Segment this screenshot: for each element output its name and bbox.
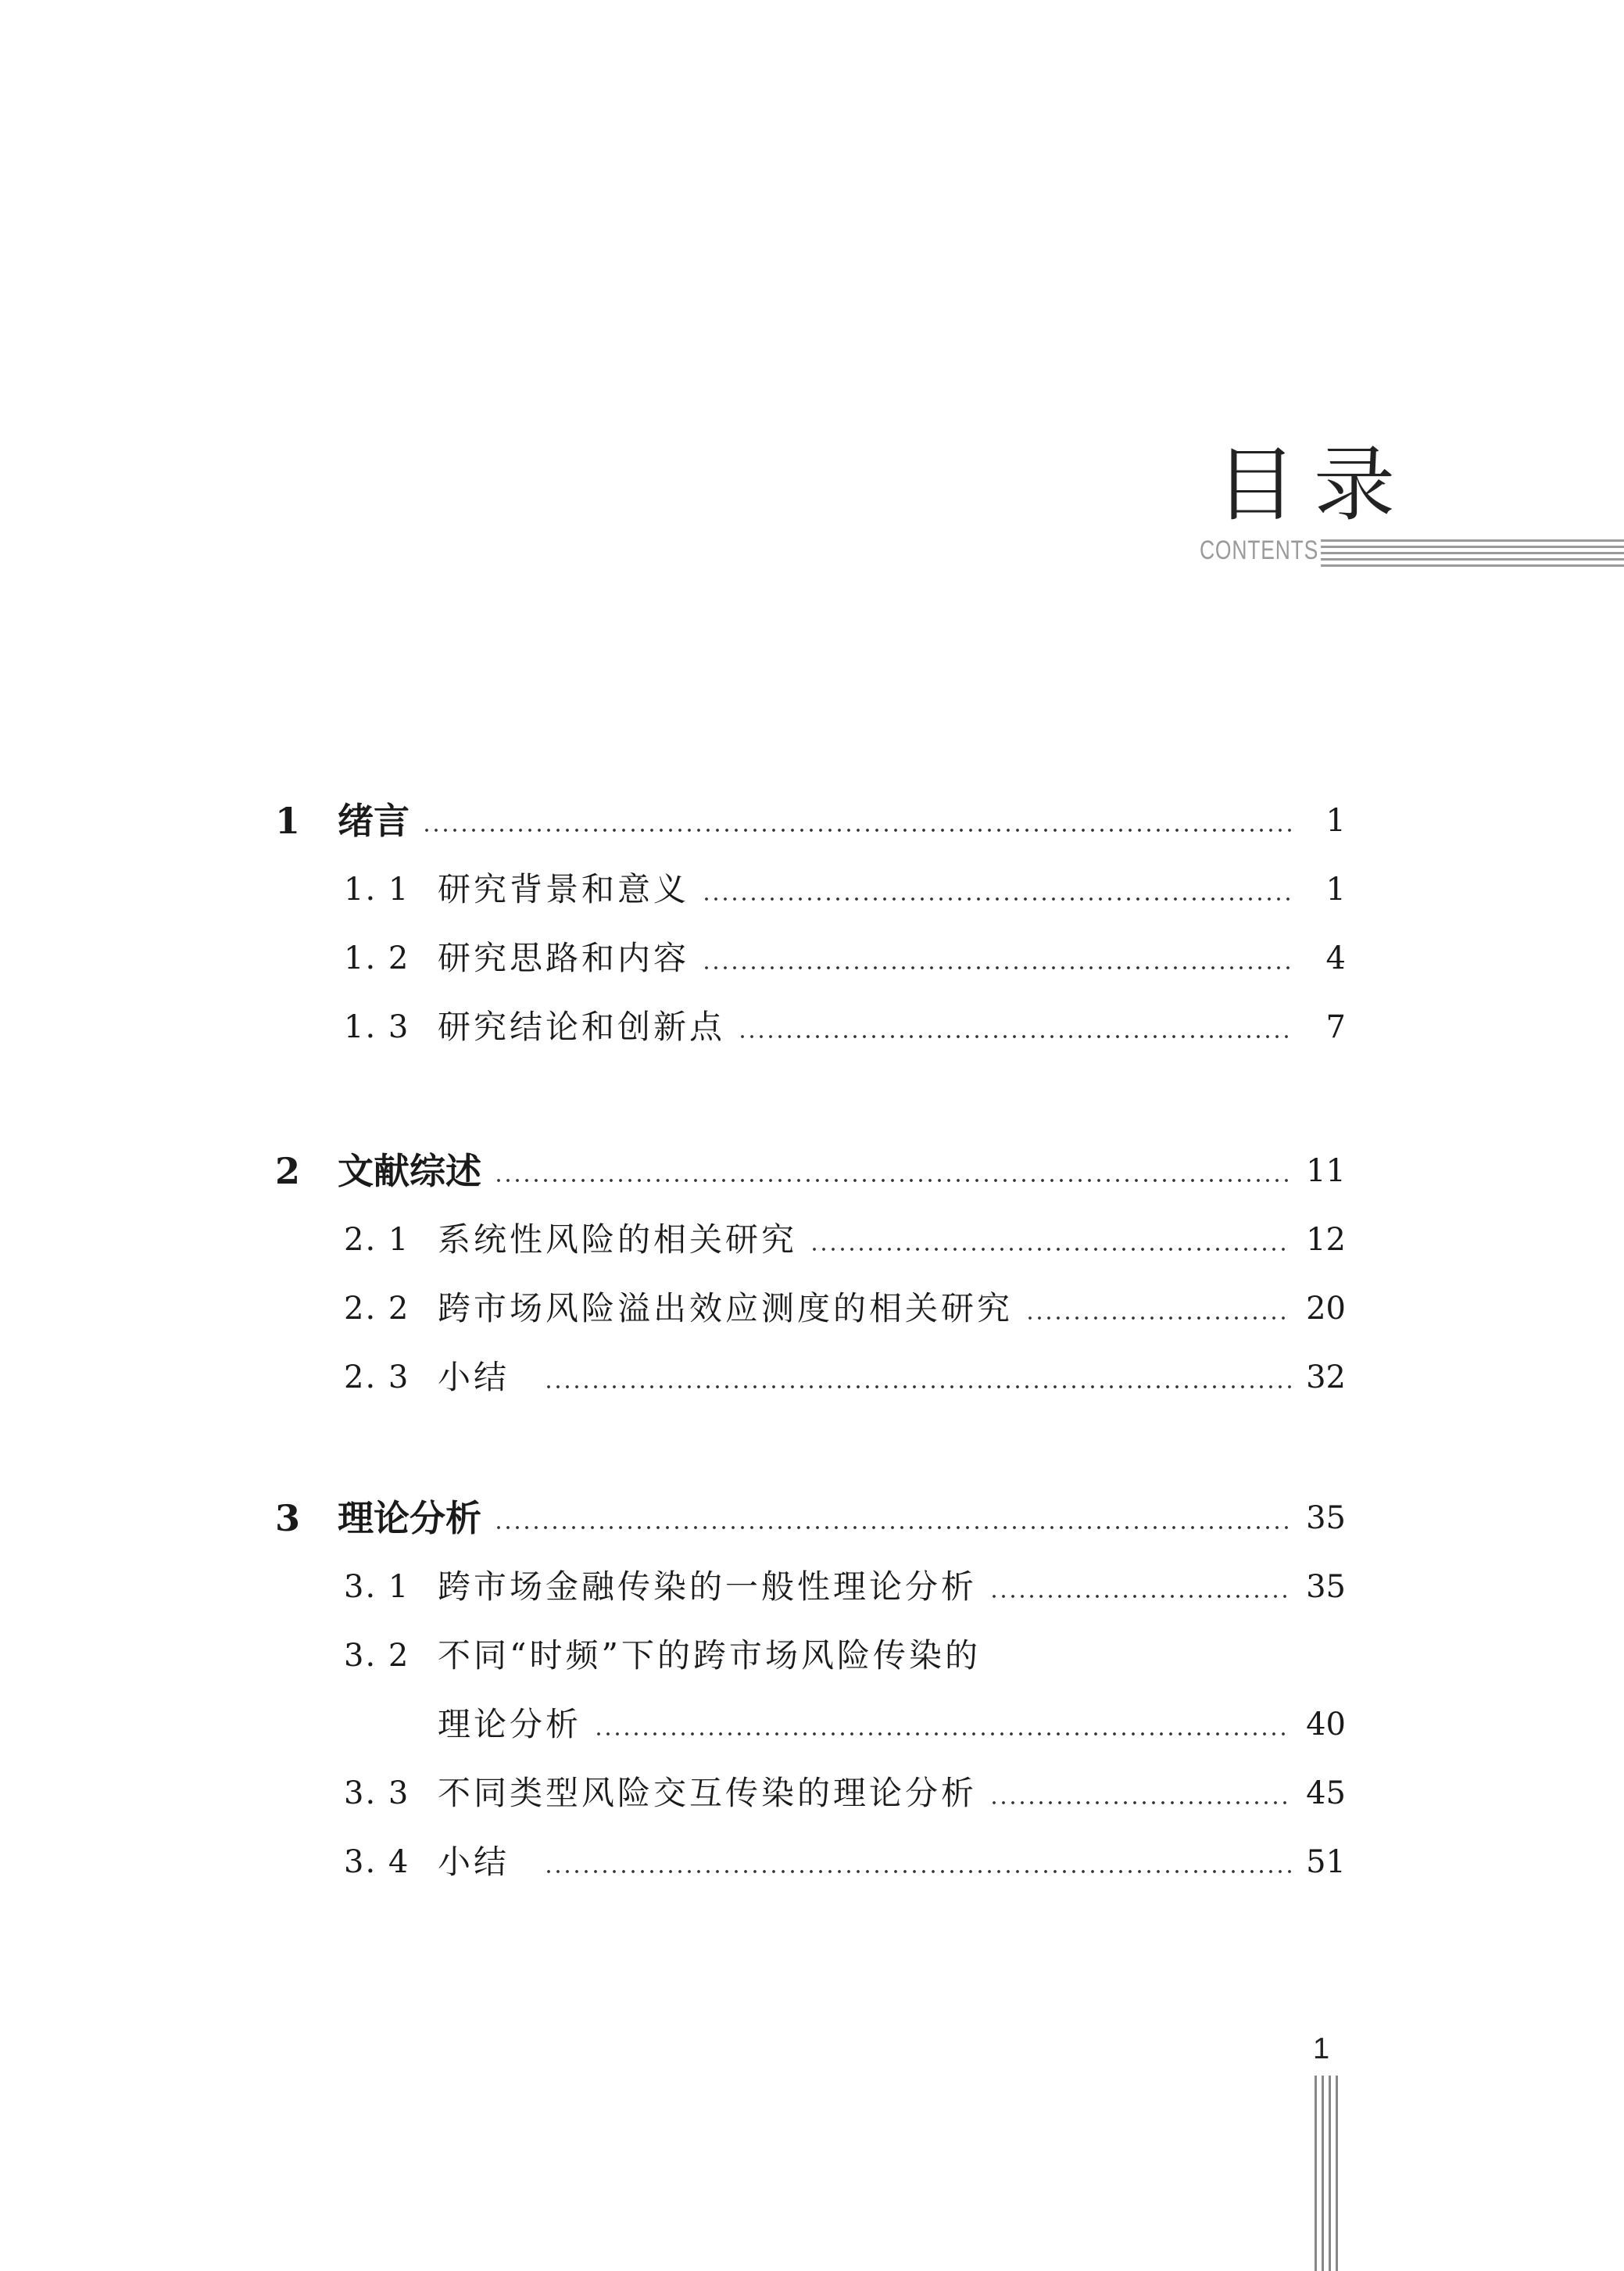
toc-entry-number: 2. 3 — [344, 1359, 410, 1395]
toc-section-entry[interactable] — [0, 935, 1624, 982]
toc-chapter-entry[interactable] — [0, 1495, 1624, 1542]
toc-entry-title: 系统性风险的相关研究 — [438, 1220, 798, 1259]
page-title — [1215, 434, 1413, 536]
toc-page-number: 1 — [1325, 803, 1346, 839]
toc-chapter-entry[interactable] — [0, 1148, 1624, 1195]
toc-leader-dots — [544, 1870, 1291, 1873]
toc-entry-number: 3. 1 — [344, 1569, 410, 1605]
toc-section-entry[interactable] — [0, 1770, 1624, 1817]
page-edge-rules — [1315, 2076, 1338, 2271]
toc-entry-title: 跨市场金融传染的一般性理论分析 — [438, 1567, 978, 1606]
toc-section-entry[interactable] — [0, 1354, 1624, 1401]
toc-section-entry[interactable] — [0, 1004, 1624, 1051]
toc-leader-dots — [989, 1595, 1291, 1598]
toc-entry-title: 文献综述 — [338, 1150, 481, 1192]
toc-page-number: 45 — [1306, 1775, 1346, 1811]
toc-section-entry[interactable] — [0, 1564, 1624, 1610]
toc-section-entry[interactable] — [0, 1216, 1624, 1263]
toc-leader-dots — [738, 1035, 1291, 1038]
toc-page-number: 32 — [1306, 1359, 1346, 1395]
page-title-text: 目录 — [1215, 437, 1413, 532]
contents-subtitle: CONTENTS — [1200, 536, 1319, 565]
toc-page-number: 11 — [1306, 1153, 1346, 1189]
toc-entry-number: 1. 3 — [344, 1009, 410, 1045]
toc-entry-title: 绪言 — [338, 800, 410, 842]
toc-leader-dots — [702, 966, 1291, 969]
toc-entry-title: 不同类型风险交互传染的理论分析 — [438, 1774, 978, 1812]
toc-page-number: 1 — [1325, 872, 1346, 908]
toc-leader-dots — [544, 1385, 1291, 1388]
toc-page-number: 35 — [1306, 1500, 1346, 1536]
toc-entry-title: 理论分析 — [338, 1497, 481, 1539]
toc-section-entry[interactable] — [0, 1701, 1624, 1748]
toc-page-number: 40 — [1306, 1707, 1346, 1743]
toc-entry-number: 3. 4 — [344, 1844, 410, 1880]
toc-entry-title: 研究背景和意义 — [438, 870, 690, 908]
toc-entry-number: 1. 1 — [344, 872, 410, 908]
toc-leader-dots — [810, 1248, 1291, 1251]
toc-section-entry[interactable] — [0, 866, 1624, 913]
toc-leader-dots — [1025, 1316, 1291, 1320]
toc-page-number: 35 — [1306, 1569, 1346, 1605]
toc-entry-number: 2. 2 — [344, 1291, 410, 1327]
toc-section-entry[interactable] — [0, 1632, 1624, 1679]
toc-leader-dots — [494, 1179, 1291, 1182]
toc-entry-number: 3. 3 — [344, 1775, 410, 1811]
toc-entry-number: 1 — [275, 800, 301, 842]
toc-leader-dots — [594, 1732, 1291, 1735]
toc-entry-number: 2. 1 — [344, 1222, 410, 1258]
toc-entry-title: 不同“时频”下的跨市场风险传染的 — [438, 1636, 981, 1675]
toc-entry-title: 小结 — [438, 1843, 510, 1881]
toc-page-number: 51 — [1306, 1844, 1346, 1880]
toc-page-number: 4 — [1325, 940, 1346, 976]
toc-entry-title: 理论分析 — [438, 1705, 582, 1743]
toc-entry-title: 研究思路和内容 — [438, 939, 690, 977]
toc-leader-dots — [702, 897, 1291, 901]
toc-section-entry[interactable] — [0, 1839, 1624, 1886]
toc-entry-title: 小结 — [438, 1358, 510, 1396]
toc-entry-title: 跨市场风险溢出效应测度的相关研究 — [438, 1289, 1014, 1327]
toc-entry-number: 3. 2 — [344, 1638, 410, 1674]
toc-section-entry[interactable] — [0, 1285, 1624, 1332]
title-decoration-rules — [1321, 539, 1624, 568]
toc-entry-number: 3 — [275, 1497, 301, 1539]
toc-leader-dots — [989, 1801, 1291, 1804]
toc-chapter-entry[interactable] — [0, 797, 1624, 844]
toc-leader-dots — [422, 829, 1291, 832]
toc-entry-number: 2 — [275, 1150, 301, 1192]
toc-page-number: 12 — [1306, 1222, 1346, 1258]
page-number: 1 — [1313, 2033, 1330, 2065]
toc-page-number: 20 — [1306, 1291, 1346, 1327]
toc-leader-dots — [494, 1526, 1291, 1529]
toc-entry-title: 研究结论和创新点 — [438, 1008, 726, 1046]
toc-page-number: 7 — [1325, 1009, 1346, 1045]
toc-entry-number: 1. 2 — [344, 940, 410, 976]
